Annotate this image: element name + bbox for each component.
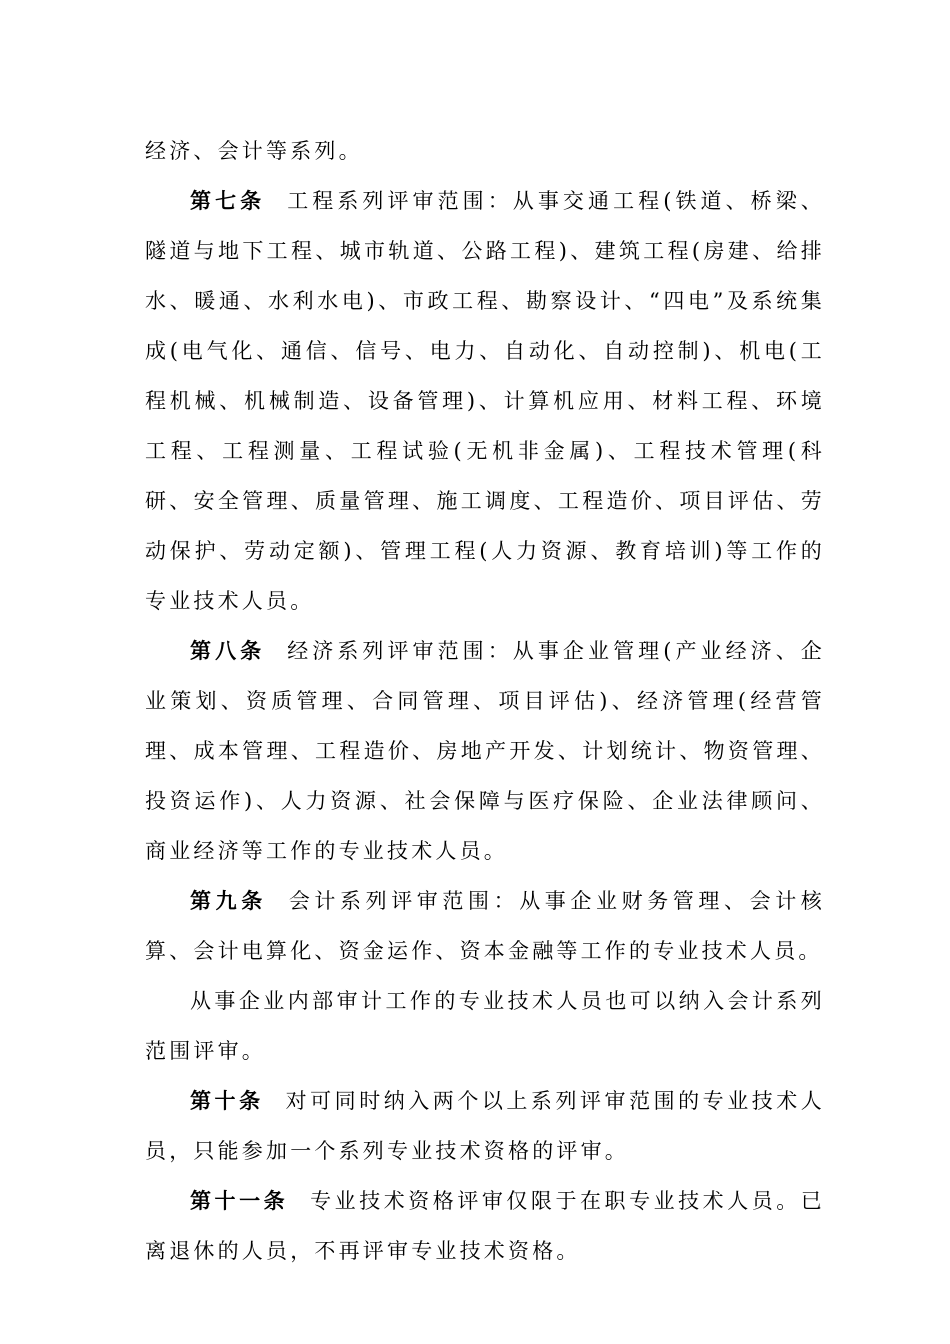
article-9-heading: 第九条 [190, 888, 267, 913]
article-9-text: 会计系列评审范围：从事企业财务管理、会计核算、会计电算化、资金运作、资本金融等工作的专业技术人员。 [145, 889, 825, 963]
article-9-supplement-text: 从事企业内部审计工作的专业技术人员也可以纳入会计系列范围评审。 [145, 989, 825, 1063]
article-7-text: 工程系列评审范围：从事交通工程(铁道、桥梁、隧道与地下工程、城市轨道、公路工程)、建筑工程(房建、给排水、暖通、水利水电)、市政工程、勘察设计、“四电”及系统集成(电气化、通信、信号、电力、自动化、自动控制)、机电(工程机械、机械制造、设备管理)、计算机应用、材料工程、环境工程、工程测量、工程试验(无机非金属)、工程技术管理(科研、安全管理、质量管理、施工调度、工程造价、项目评估、劳动保护、劳动定额)、管理工程(人力资源、教育培训)等工作的专业技术人员。 [145, 189, 825, 613]
document-body [145, 126, 825, 1276]
article-10-heading: 第十条 [190, 1088, 264, 1113]
article-10-paragraph [145, 1076, 825, 1176]
article-11-paragraph [145, 1176, 825, 1276]
article-9-supplement-paragraph [145, 976, 825, 1076]
article-10-text: 对可同时纳入两个以上系列评审范围的专业技术人员，只能参加一个系列专业技术资格的评审。 [145, 1089, 825, 1163]
article-8-paragraph [145, 626, 825, 876]
article-9-paragraph [145, 876, 825, 976]
article-8-text: 经济系列评审范围：从事企业管理(产业经济、企业策划、资质管理、合同管理、项目评估)、经济管理(经营管理、成本管理、工程造价、房地产开发、计划统计、物资管理、投资运作)、人力资源、社会保障与医疗保险、企业法律顾问、商业经济等工作的专业技术人员。 [145, 639, 825, 863]
article-11-text: 专业技术资格评审仅限于在职专业技术人员。已离退休的人员，不再评审专业技术资格。 [145, 1189, 825, 1263]
article-8-heading: 第八条 [190, 638, 266, 663]
paragraph-continuation [145, 126, 825, 176]
article-7-heading: 第七条 [190, 188, 266, 213]
paragraph-text: 经济、会计等系列。 [145, 139, 363, 163]
article-7-paragraph [145, 176, 825, 626]
article-11-heading: 第十一条 [190, 1188, 289, 1213]
